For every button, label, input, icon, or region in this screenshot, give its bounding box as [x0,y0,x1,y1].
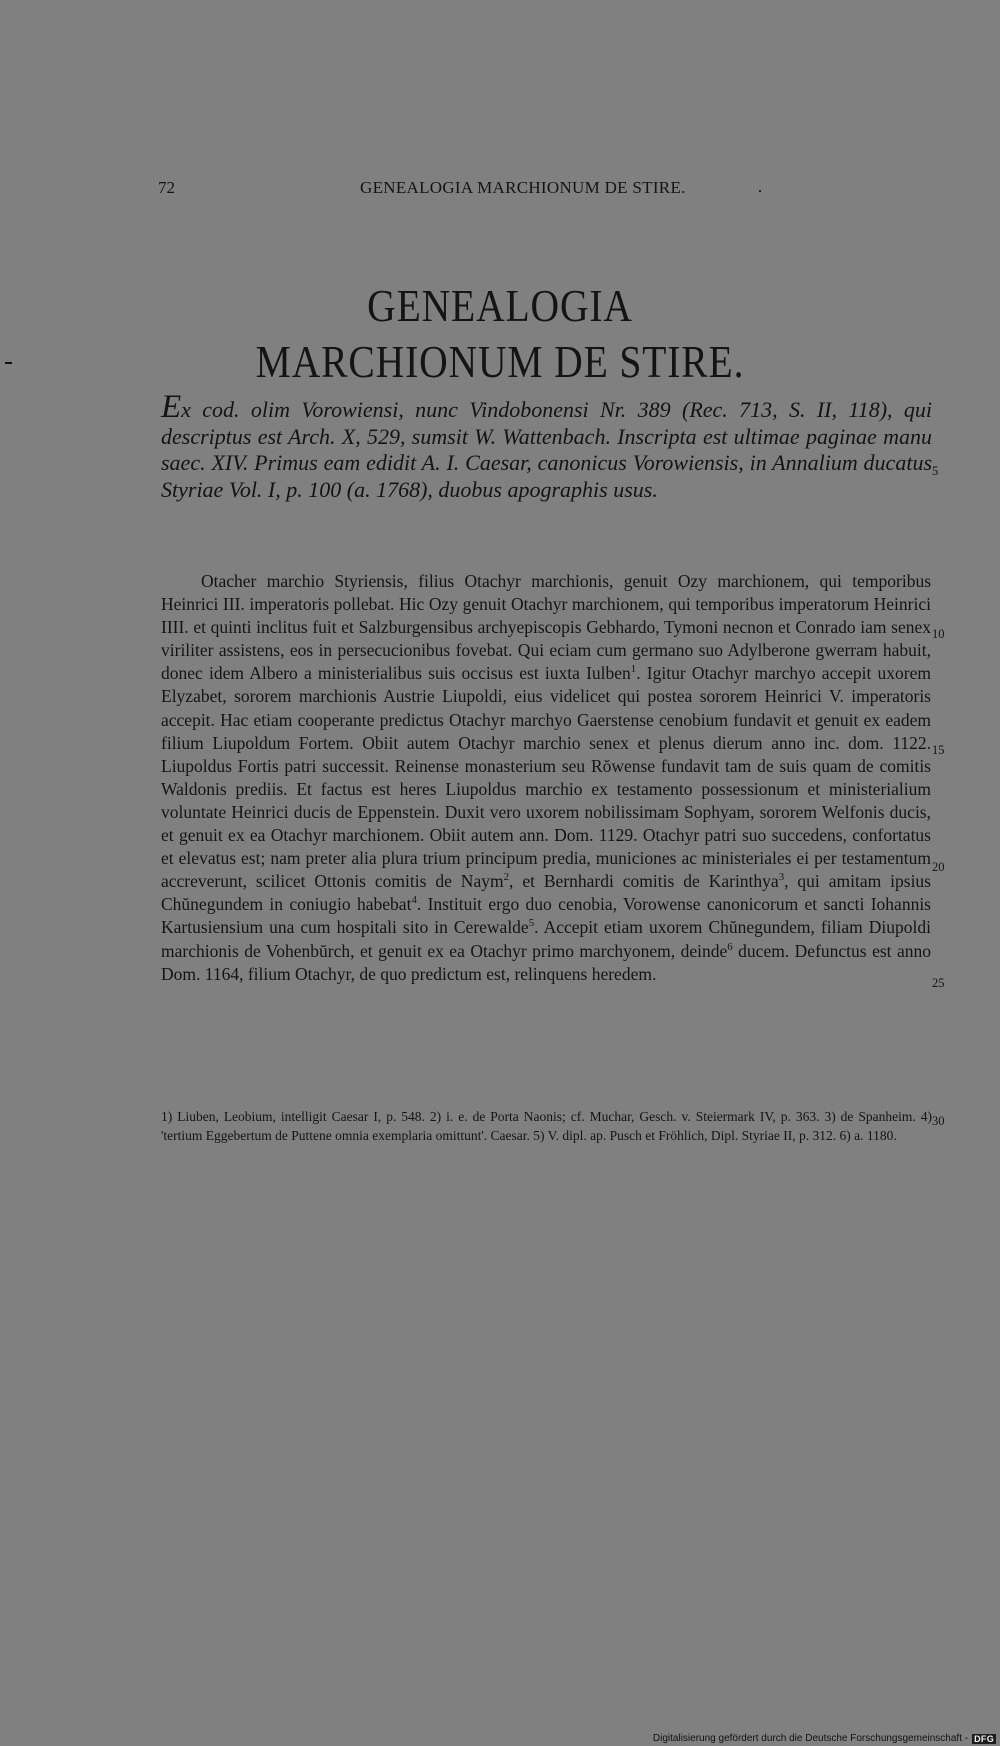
line-number-10: 10 [932,627,945,641]
intro-text: x cod. olim Vorowiensi, nunc Vindobonensi Nr. 389 (Rec. 713, S. II, 118), qui descriptus est Arch. X, 529, sumsit W. Wattenbach. Inscripta est ultimae paginae manu saec. XIV. Primus eam edidit A. I. Caesar, canonicus Vorowiensis, in Annalium ducatus Styriae Vol. I, p. 100 (a. 1768), duobus apographis usus. [161,397,932,502]
line-number-5: 5 [932,464,939,478]
line-number-25: 25 [932,976,945,990]
text-segment: . Instituit ergo duo cenobia, Vorowense canonicorum et sancti Iohannis Kartusiensium una cum hospitali sito in Cerewalde [161,894,931,938]
text-segment: ducem. Defunctus est anno Dom. 1164, filium Otachyr, de quo predictum est, relinquens heredem. [161,940,931,984]
page-number: 72 [158,178,175,197]
footnote-ref-4: 4 [411,894,417,907]
credit-text: Digitalisierung gefördert durch die Deutsche Forschungsgemeinschaft - [652,1733,969,1744]
text-segment: , qui amitam ipsius Chŭnegundem in coniugio habebat [161,871,931,915]
line-number-30: 30 [932,1114,945,1128]
title-line-2: MARCHIONUM DE STIRE. [255,336,745,387]
digitization-credit [653,1733,996,1744]
editorial-introduction [161,389,932,503]
text-segment: , et Bernhardi comitis de Karinthya [509,871,779,892]
footnote-ref-6: 6 [727,940,733,953]
text-segment: . Igitur Otachyr marchyo accepit uxorem Elyzabet, sororem marchionis Austrie Liupoldi, eius videlicet qui postea sororem Heinrici V. imperatoris accepit. Hac etiam cooperante predictus Otachyr marchyo Gaerstense cenobium fundavit et genuit ex eadem filium Liupoldum Fortem. Obiit autem Otachyr marchio senex et plenus dierum anno inc. dom. 1122. Liupoldus Fortis patri successit. Reinense monasterium seu Rŏwense fundavit tam de suis quam de comitis Waldonis prediis. Et factus est heres Liupoldus marchio ex testamento possessionum et ministerialium voluntate Heinrici ducis de Eppenstein. Duxit vero uxorem nobilissimam Sophyam, sororem Welfonis ducis, et genuit ex ea Otachyr marchionem. Obiit autem ann. Dom. 1129. Otachyr patri suo succedens, confortatus et elevatus est; nam preter alia plura trium principum predia, municiones ac ministeriales ei per testamentum accreverunt, scilicet Ottonis comitis de Naym [161,663,931,892]
footnote-text: 1) Liuben, Leobium, intelligit Caesar I, p. 548. 2) i. e. de Porta Naonis; cf. Muchar, Gesch. v. Steiermark IV, p. 363. 3) de Spanheim. 4) 'tertium Eggebertum de Puttene omnia exemplaria omittunt'. Caesar. 5) V. dipl. ap. Pusch et Fröhlich, Dipl. Styriae II, p. 312. 6) a. 1180. [161,1109,932,1143]
text-segment: Otacher marchio Styriensis, filius Otachyr marchionis, genuit Ozy marchionem, qui temporibus Heinrici III. imperatoris pollebat. Hic Ozy genuit Otachyr marchionem, qui temporibus imperatorum Heinrici IIII. et quinti inclitus fuit et Salzburgensibus archyepiscopis Gebhardo, Tymoni necnon et Conrado iam senex viriliter assistens, eos in persecucionibus fovebat. Qui eciam cum germano suo Adylberone gwerram habuit, donec idem Albero a ministerialibus suis occisus est iuxta Iulben [161,571,931,684]
text-segment: . Accepit etiam uxorem Chŭnegundem, filiam Diupoldi marchionis de Vohenbŭrch, et genuit ex ea Otachyr primo marchyonem, deinde [161,917,931,961]
page-title [0,278,1000,390]
intro-initial: E [161,389,182,425]
line-number-15: 15 [932,743,945,757]
dfg-logo: DFG [974,1733,994,1744]
footnote-ref-5: 5 [528,917,535,930]
main-text [161,570,931,986]
title-line-1: GENEALOGIA [367,280,633,331]
footnote-ref-1: 1 [630,663,637,676]
footnote-ref-3: 3 [778,871,785,884]
main-paragraph [161,570,931,986]
running-title: GENEALOGIA MARCHIONUM DE STIRE. [360,178,686,197]
line-number-20: 20 [932,860,945,874]
print-speck [759,190,761,192]
footnotes [161,1108,932,1145]
footnote-ref-2: 2 [503,871,509,884]
